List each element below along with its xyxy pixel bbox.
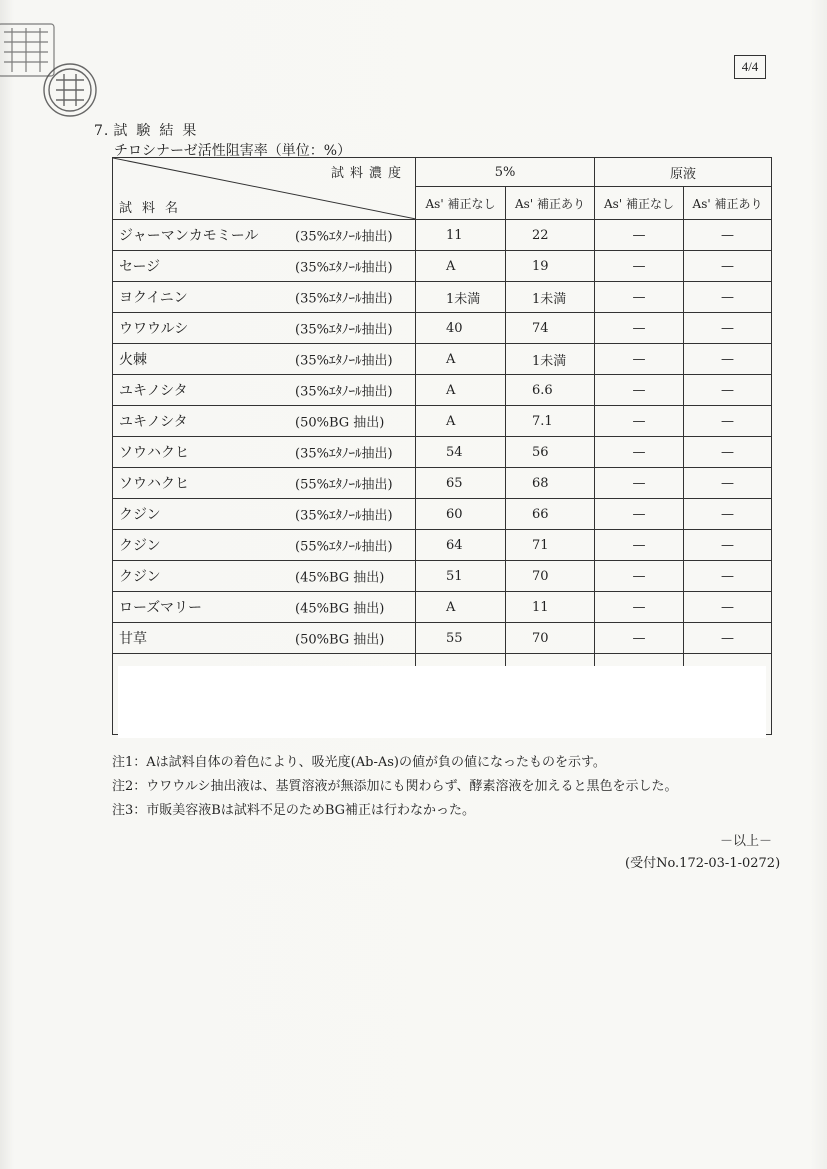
header-sample-name: 試料名 <box>119 201 189 216</box>
sample-name-cell <box>113 313 416 344</box>
value-stock-uncorrected: — <box>595 499 684 530</box>
table-row <box>113 437 772 468</box>
value-5pct-uncorrected: 65 <box>416 468 506 499</box>
value-5pct-uncorrected: 11 <box>416 220 506 251</box>
extraction-method: (35%ｴﾀﾉｰﾙ抽出) <box>295 508 393 524</box>
value-5pct-corrected: 7.1 <box>506 406 595 437</box>
table-row <box>113 344 772 375</box>
sample-name: セージ <box>119 259 161 275</box>
table-row <box>113 282 772 313</box>
value-stock-corrected: — <box>684 499 772 530</box>
value-stock-corrected: — <box>684 406 772 437</box>
table-row <box>113 406 772 437</box>
table-header-row <box>113 158 772 187</box>
sample-name-cell <box>113 220 416 251</box>
sample-name-cell <box>113 623 416 654</box>
seal-stamp-image <box>0 18 104 118</box>
value-stock-corrected: — <box>684 623 772 654</box>
value-5pct-uncorrected: 60 <box>416 499 506 530</box>
group-header-stock: 原液 <box>595 158 772 187</box>
value-stock-uncorrected: — <box>595 623 684 654</box>
value-stock-uncorrected: — <box>595 592 684 623</box>
value-5pct-corrected: 66 <box>506 499 595 530</box>
extraction-method: (45%BG 抽出) <box>295 570 385 586</box>
sample-name: ソウハクヒ <box>119 445 189 461</box>
extraction-method: (55%ｴﾀﾉｰﾙ抽出) <box>295 477 393 493</box>
sample-name: 火棘 <box>119 352 147 368</box>
value-stock-corrected: — <box>684 530 772 561</box>
value-stock-uncorrected: — <box>595 251 684 282</box>
table-row <box>113 313 772 344</box>
value-5pct-corrected: 1未満 <box>506 344 595 375</box>
end-mark: －以上－ <box>720 834 773 849</box>
sample-name: ウワウルシ <box>119 321 189 337</box>
sample-name-cell <box>113 499 416 530</box>
sample-name-cell <box>113 592 416 623</box>
value-5pct-uncorrected: 51 <box>416 561 506 592</box>
sample-name-cell <box>113 344 416 375</box>
value-5pct-corrected: 70 <box>506 561 595 592</box>
sample-name-cell <box>113 468 416 499</box>
subheader-cell: As' 補正あり <box>684 187 772 220</box>
value-stock-corrected: — <box>684 561 772 592</box>
extraction-method: (35%ｴﾀﾉｰﾙ抽出) <box>295 353 393 369</box>
sample-name-cell <box>113 437 416 468</box>
table-row <box>113 623 772 654</box>
table-row <box>113 592 772 623</box>
value-stock-uncorrected: — <box>595 282 684 313</box>
sample-name: 甘草 <box>119 631 147 647</box>
value-stock-uncorrected: — <box>595 468 684 499</box>
value-stock-uncorrected: — <box>595 375 684 406</box>
table-caption: チロシナーゼ活性阻害率（単位：%） <box>114 143 352 159</box>
sample-name: ソウハクヒ <box>119 476 189 492</box>
subheader-cell: As' 補正なし <box>416 187 506 220</box>
value-5pct-uncorrected: 64 <box>416 530 506 561</box>
value-5pct-uncorrected: 55 <box>416 623 506 654</box>
value-stock-uncorrected: — <box>595 344 684 375</box>
header-concentration: 試料濃度 <box>330 166 407 181</box>
value-stock-uncorrected: — <box>595 437 684 468</box>
value-5pct-uncorrected: A <box>416 344 506 375</box>
value-stock-uncorrected: — <box>595 313 684 344</box>
group-header-5pct: 5% <box>416 158 595 187</box>
extraction-method: (55%ｴﾀﾉｰﾙ抽出) <box>295 539 393 555</box>
subheader-cell: As' 補正なし <box>595 187 684 220</box>
table-row <box>113 220 772 251</box>
note-3: 注3：市販美容液Bは試料不足のためBG補正は行わなかった。 <box>112 803 476 818</box>
value-5pct-corrected: 19 <box>506 251 595 282</box>
page-number: 4/4 <box>734 55 766 79</box>
section-heading <box>94 120 205 140</box>
value-5pct-uncorrected: A <box>416 406 506 437</box>
extraction-method: (45%BG 抽出) <box>295 601 385 617</box>
value-5pct-uncorrected: A <box>416 251 506 282</box>
table-row <box>113 375 772 406</box>
sample-name: クジン <box>119 538 161 554</box>
sample-name: ユキノシタ <box>119 414 188 430</box>
table-row <box>113 468 772 499</box>
sample-name-cell <box>113 561 416 592</box>
value-5pct-corrected: 22 <box>506 220 595 251</box>
sample-name-cell <box>113 375 416 406</box>
sample-name: ローズマリー <box>119 600 203 616</box>
section-title: 試験結果 <box>113 123 206 139</box>
value-5pct-corrected: 71 <box>506 530 595 561</box>
value-stock-corrected: — <box>684 313 772 344</box>
table-row <box>113 499 772 530</box>
extraction-method: (35%ｴﾀﾉｰﾙ抽出) <box>295 229 393 245</box>
note-1: 注1：Aは試料自体の着色により、吸光度(Ab-As)の値が負の値になったものを示す。 <box>112 755 606 770</box>
extraction-method: (35%ｴﾀﾉｰﾙ抽出) <box>295 260 393 276</box>
value-5pct-uncorrected: A <box>416 375 506 406</box>
value-5pct-uncorrected: 54 <box>416 437 506 468</box>
value-5pct-corrected: 70 <box>506 623 595 654</box>
sample-name-cell <box>113 406 416 437</box>
value-5pct-uncorrected: 40 <box>416 313 506 344</box>
table-row <box>113 561 772 592</box>
extraction-method: (50%BG 抽出) <box>295 415 385 431</box>
sample-name-cell <box>113 530 416 561</box>
value-stock-uncorrected: — <box>595 406 684 437</box>
value-stock-corrected: — <box>684 437 772 468</box>
value-5pct-corrected: 6.6 <box>506 375 595 406</box>
extraction-method: (35%ｴﾀﾉｰﾙ抽出) <box>295 291 393 307</box>
value-5pct-corrected: 68 <box>506 468 595 499</box>
value-stock-uncorrected: — <box>595 220 684 251</box>
sample-name: クジン <box>119 569 161 585</box>
value-5pct-corrected: 56 <box>506 437 595 468</box>
sample-name-cell <box>113 282 416 313</box>
subheader-cell: As' 補正あり <box>506 187 595 220</box>
extraction-method: (35%ｴﾀﾉｰﾙ抽出) <box>295 446 393 462</box>
redacted-area <box>118 666 766 738</box>
value-stock-corrected: — <box>684 344 772 375</box>
extraction-method: (35%ｴﾀﾉｰﾙ抽出) <box>295 322 393 338</box>
value-stock-corrected: — <box>684 220 772 251</box>
value-stock-corrected: — <box>684 468 772 499</box>
value-5pct-corrected: 1未満 <box>506 282 595 313</box>
value-5pct-uncorrected: A <box>416 592 506 623</box>
value-stock-uncorrected: — <box>595 530 684 561</box>
value-stock-uncorrected: — <box>595 561 684 592</box>
sample-name-cell <box>113 251 416 282</box>
extraction-method: (50%BG 抽出) <box>295 632 385 648</box>
diagonal-header-cell <box>113 158 416 220</box>
extraction-method: (35%ｴﾀﾉｰﾙ抽出) <box>295 384 393 400</box>
table-row <box>113 251 772 282</box>
section-number: 7. <box>94 123 110 139</box>
note-2: 注2：ウワウルシ抽出液は、基質溶液が無添加にも関わらず、酵素溶液を加えると黒色を示した。 <box>112 779 678 794</box>
results-table <box>112 157 772 735</box>
value-stock-corrected: — <box>684 592 772 623</box>
sample-name: ジャーマンカモミール <box>119 228 259 244</box>
value-5pct-uncorrected: 1未満 <box>416 282 506 313</box>
value-stock-corrected: — <box>684 251 772 282</box>
receipt-number: (受付No.172-03-1-0272) <box>625 856 781 871</box>
value-5pct-corrected: 74 <box>506 313 595 344</box>
value-5pct-corrected: 11 <box>506 592 595 623</box>
notes <box>112 751 678 823</box>
table-row <box>113 530 772 561</box>
value-stock-corrected: — <box>684 375 772 406</box>
sample-name: ヨクイニン <box>119 290 188 306</box>
sample-name: ユキノシタ <box>119 383 188 399</box>
value-stock-corrected: — <box>684 282 772 313</box>
sample-name: クジン <box>119 507 161 523</box>
